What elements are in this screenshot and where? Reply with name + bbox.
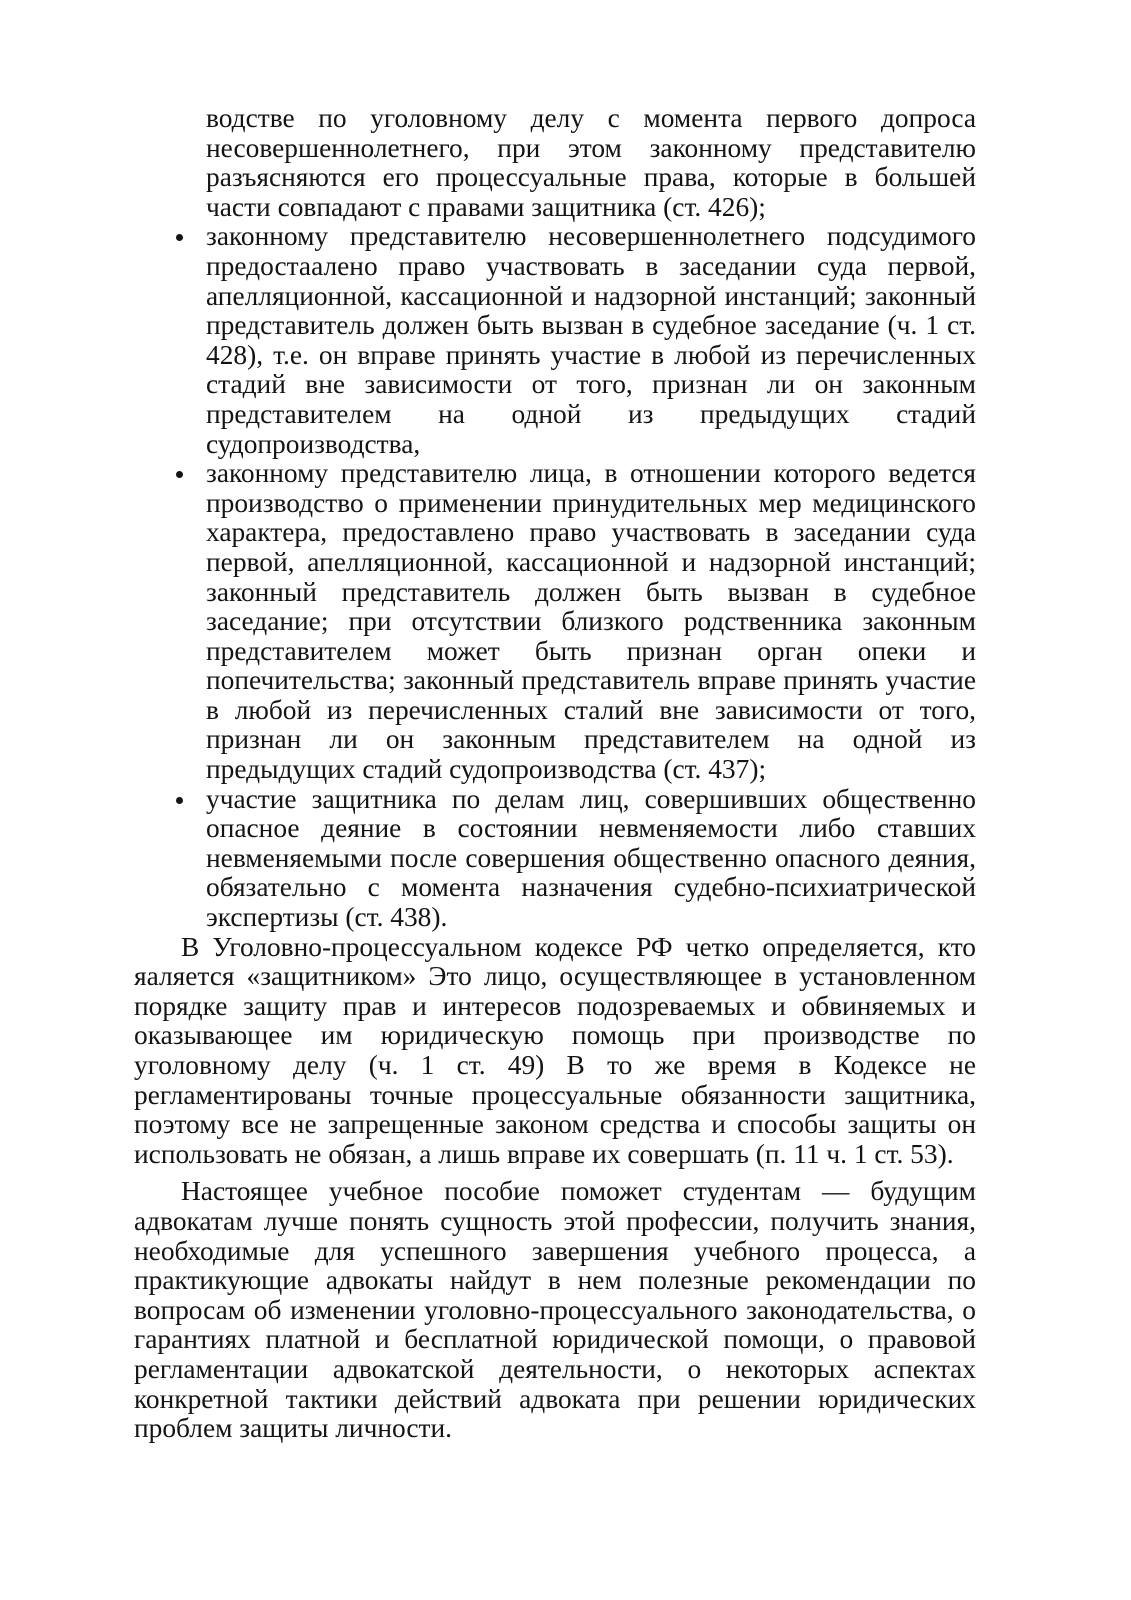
list-item bbox=[206, 785, 976, 933]
paragraph-textbook-purpose: Настоящее учебное пособие поможет студентам — будущим адвокатам лучше понять сущность этой профессии, получить знания, необходимые для успешного завершения учебного процесса, а практикующие адвокаты найдут в нем полезные рекомендации по вопросам об изменении уголовно-процессуального законодательства, о гарантиях платной и бесплатной юридической помощи, о правовой регламентации адвокатской деятельности, о некоторых аспектах конкретной тактики действий адвоката при решении юридических проблем защиты личности. bbox=[134, 1176, 976, 1444]
continuation-text: водстве по уголовному делу с момента первого допроса несовершеннолетнего, при этом законному представителю разъясняются его процессуальные права, которые в большей части совпадают с правами защитника (ст. 426); bbox=[206, 103, 976, 222]
document-page bbox=[134, 104, 976, 1444]
bullet-icon bbox=[176, 234, 183, 241]
list-item bbox=[206, 222, 976, 459]
list-item bbox=[206, 459, 976, 785]
list-item-text: законному представителю несовершеннолетнего подсудимого предостаалено право участвовать в заседании суда первой, апелляционной, кассационной и надзорной инстанций; законный представитель должен быть вызван в судебное заседание (ч. 1 ст. 428), т.е. он вправе принять участие в любой из перечисленных стадий вне зависимости от того, признан ли он законным представителем на одной из предыдущих стадий судопроизводства, bbox=[206, 221, 976, 459]
list-item-text: законному представителю лица, в отношении которого ведется производство о применении принудительных мер медицинского характера, предоставлено право участвовать в заседании суда первой, апелляционной, кассационной и надзорной инстанций; законный представитель должен быть вызван в судебное заседание; при отсутствии близкого родственника законным представителем может быть признан орган опеки и попечительства; законный представитель вправе принять участие в любой из перечисленных сталий вне зависимости от того, признан ли он законным представителем на одной из предыдущих стадий судопроизводства (ст. 437); bbox=[206, 458, 976, 785]
list-item-text: участие защитника по делам лиц, совершивших общественно опасное деяние в состоянии невменяемости либо ставших невменяемыми после совершения общественно опасного деяния, обязательно с момента назначения судебно-психиатрической экспертизы (ст. 438). bbox=[206, 783, 976, 933]
bullet-icon bbox=[176, 797, 183, 804]
bullet-list bbox=[134, 222, 976, 932]
paragraph-defender-definition: В Уголовно-процессуальном кодексе РФ четко определяется, кто яаляется «защитником» Это лицо, осуществляющее в установленном порядке защиту прав и интересов подозреваемых и обвиняемых и оказывающее им юридическую помощь при производстве по уголовному делу (ч. 1 ст. 49) В то же время в Кодексе не регламентированы точные процессуальные обязанности защитника, поэтому все не запрещенные законом средства и способы защиты он использовать не обязан, а лишь вправе их совершать (п. 11 ч. 1 ст. 53). bbox=[134, 931, 976, 1169]
bullet-icon bbox=[176, 471, 183, 478]
